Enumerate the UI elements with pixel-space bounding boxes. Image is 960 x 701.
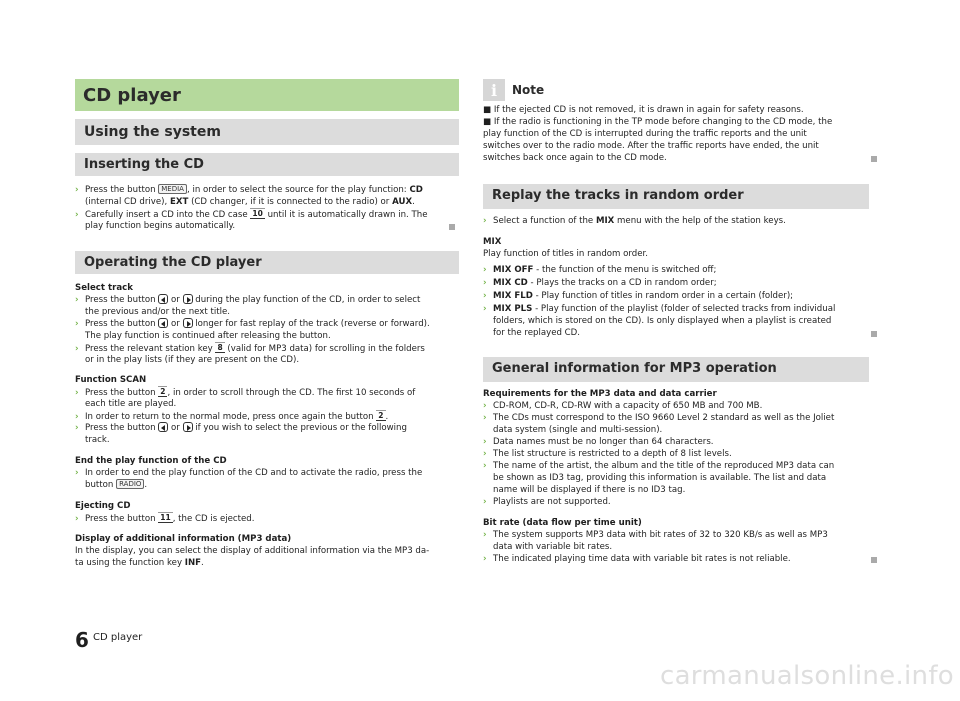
scan-step-1-cont: each title are played.	[85, 399, 177, 409]
label-ejecting: Ejecting CD	[75, 501, 131, 511]
label-mix: MIX	[483, 237, 502, 247]
scan-step-3-cont: track.	[85, 435, 110, 445]
section-heading-band	[75, 119, 459, 145]
select-track-step-2-cont: The play function is continued after releasing the button.	[85, 331, 331, 341]
scan-step-1: › Press the button 2 , in order to scroll through the CD. The first 10 seconds of	[75, 387, 416, 398]
mix-item-cd: › MIX CD - Plays the tracks on a CD in random order;	[483, 278, 717, 288]
eject-step-1: › Press the button 11 , the CD is ejected.	[75, 513, 255, 524]
step-arrow-icon: ›	[483, 530, 487, 540]
mix-description: Play function of titles in random order.	[483, 249, 649, 259]
figure-ref-2: 2	[378, 411, 384, 420]
info-icon: i	[483, 79, 505, 101]
label-function-scan: Function SCAN	[75, 375, 147, 385]
select-track-step-2: › Press the button or longer for fast replay of the track (reverse or forward).	[75, 319, 430, 329]
subheading-inserting: Inserting the CD	[84, 157, 204, 172]
req-item-2-cont: data system (single and multi-session).	[493, 425, 663, 435]
scan-step-2: › In order to return to the normal mode, press once again the button 2 .	[75, 411, 389, 422]
subheading-band	[483, 184, 869, 209]
step-arrow-icon: ›	[483, 278, 487, 288]
label-requirements: Requirements for the MP3 data and data carrier	[483, 389, 717, 399]
track-back-icon	[158, 422, 168, 432]
select-track-step-1: › Press the button or during the play function of the CD, in order to select	[75, 295, 421, 305]
step-arrow-icon: ›	[75, 423, 79, 433]
step-arrow-icon: ›	[75, 210, 79, 220]
section-end-mark	[871, 557, 877, 563]
radio-key: RADIO	[116, 479, 144, 489]
section-end-mark	[871, 156, 877, 162]
req-item-4: › The list structure is restricted to a depth of 8 list levels.	[483, 449, 732, 459]
step-arrow-icon: ›	[483, 291, 487, 301]
note-item-2-cont: switches back once again to the CD mode.	[483, 153, 667, 163]
figure-ref-11: 11	[160, 513, 171, 522]
media-key: MEDIA	[158, 184, 187, 194]
note-item-2-cont: play function of the CD is interrupted during the traffic reports and the unit	[483, 129, 807, 139]
mix-item-pls-cont: for the replayed CD.	[493, 328, 581, 338]
req-item-5-cont: name will be displayed if there is no ID3 tag.	[493, 485, 686, 495]
note-item-1: ■ If the ejected CD is not removed, it is drawn in again for safety reasons.	[483, 105, 804, 115]
bitrate-item-1: › The system supports MP3 data with bit rates of 32 to 320 KB/s as well as MP3	[483, 530, 828, 540]
display-text-2: ta using the function key INF.	[75, 558, 204, 568]
bitrate-item-1-cont: data with variable bit rates.	[493, 542, 613, 552]
scan-step-3: › Press the button or if you wish to select the previous or the following	[75, 423, 407, 433]
req-item-5: › The name of the artist, the album and the title of the reproduced MP3 data can	[483, 461, 835, 471]
req-item-5-cont: be shown as ID3 tag, providing this information is available. The list and data	[493, 473, 827, 483]
select-track-step-1-cont: the previous and/or the next title.	[85, 307, 231, 317]
note-item-2: ■ If the radio is functioning in the TP mode before changing to the CD mode, the	[483, 117, 833, 127]
step-arrow-icon: ›	[75, 185, 79, 195]
note-title: Note	[512, 83, 545, 97]
inserting-step-2: › Carefully insert a CD into the CD case 10 until it is automatically drawn in. The	[75, 209, 428, 220]
step-arrow-icon: ›	[483, 401, 487, 411]
label-display-additional: Display of additional information (MP3 data)	[75, 534, 292, 544]
figure-ref-2: 2	[160, 387, 166, 396]
subheading-band	[75, 251, 459, 274]
step-arrow-icon: ›	[483, 554, 487, 564]
track-forward-icon	[183, 294, 193, 304]
figure-ref-10: 10	[252, 209, 263, 218]
track-back-icon	[158, 294, 168, 304]
display-text-1: In the display, you can select the display of additional information via the MP3 da-	[75, 546, 430, 556]
random-step-1: › Select a function of the MIX menu with the help of the station keys.	[483, 216, 786, 226]
section-end-mark	[871, 331, 877, 337]
step-arrow-icon: ›	[483, 413, 487, 423]
inserting-step-2-cont: play function begins automatically.	[85, 221, 236, 231]
req-item-6: › Playlists are not supported.	[483, 497, 611, 507]
step-arrow-icon: ›	[483, 265, 487, 275]
select-track-step-3-cont: or in the play lists (if they are present on the CD).	[85, 355, 300, 365]
req-item-3: › Data names must be no longer than 64 characters.	[483, 437, 714, 447]
track-back-icon	[158, 318, 168, 328]
step-arrow-icon: ›	[75, 344, 79, 354]
subheading-band	[483, 357, 869, 382]
end-play-step-1-cont: button RADIO .	[85, 480, 148, 490]
bitrate-item-2: › The indicated playing time data with variable bit rates is not reliable.	[483, 554, 791, 564]
step-arrow-icon: ›	[483, 304, 487, 314]
step-arrow-icon: ›	[483, 437, 487, 447]
inserting-step-1: › Press the button MEDIA , in order to select the source for the play function: CD	[75, 185, 423, 195]
step-arrow-icon: ›	[483, 449, 487, 459]
step-arrow-icon: ›	[75, 295, 79, 305]
chapter-title: CD player	[83, 85, 181, 106]
subheading-random: Replay the tracks in random order	[492, 188, 744, 203]
step-arrow-icon: ›	[75, 412, 79, 422]
step-arrow-icon: ›	[75, 319, 79, 329]
watermark: carmanualsonline.info	[659, 661, 954, 691]
section-end-mark	[449, 224, 455, 230]
bullet-icon: ■	[483, 117, 494, 127]
label-bitrate: Bit rate (data flow per time unit)	[483, 518, 642, 528]
step-arrow-icon: ›	[75, 468, 79, 478]
mix-item-pls: › MIX PLS - Play function of the playlist (folder of selected tracks from individual	[483, 304, 836, 314]
step-arrow-icon: ›	[483, 497, 487, 507]
end-play-step-1: › In order to end the play function of the CD and to activate the radio, press the	[75, 468, 423, 478]
track-forward-icon	[183, 422, 193, 432]
chapter-title-band	[75, 79, 459, 111]
subheading-band	[75, 153, 459, 176]
req-item-1: › CD-ROM, CD-R, CD-RW with a capacity of 650 MB and 700 MB.	[483, 401, 763, 411]
mix-item-pls-cont: folders, which is stored on the CD). Is only displayed when a playlist is created	[493, 316, 832, 326]
bullet-icon: ■	[483, 105, 494, 115]
select-track-step-3: › Press the relevant station key 8 (valid for MP3 data) for scrolling in the folders	[75, 343, 425, 354]
track-forward-icon	[183, 318, 193, 328]
mix-item-off: › MIX OFF - the function of the menu is switched off;	[483, 265, 717, 275]
note-item-2-cont: switches over to the radio mode. After the traffic reports have ended, the unit	[483, 141, 819, 151]
section-heading-using: Using the system	[84, 124, 221, 140]
req-item-2: › The CDs must correspond to the ISO 9660 Level 2 standard as well as the Joliet	[483, 413, 835, 423]
inserting-step-1-cont: (internal CD drive), EXT (CD changer, if it is connected to the radio) or AUX.	[85, 197, 415, 207]
step-arrow-icon: ›	[75, 514, 79, 524]
figure-ref-8: 8	[217, 343, 223, 352]
subheading-mp3: General information for MP3 operation	[492, 361, 777, 376]
page-footer-label: CD player	[93, 632, 143, 643]
step-arrow-icon: ›	[483, 461, 487, 471]
subheading-operating: Operating the CD player	[84, 255, 262, 270]
step-arrow-icon: ›	[483, 216, 487, 226]
page-number: 6	[75, 628, 89, 652]
step-arrow-icon: ›	[75, 388, 79, 398]
mix-item-fld: › MIX FLD - Play function of titles in random order in a certain (folder);	[483, 291, 794, 301]
label-end-play: End the play function of the CD	[75, 456, 227, 466]
label-select-track: Select track	[75, 283, 133, 293]
